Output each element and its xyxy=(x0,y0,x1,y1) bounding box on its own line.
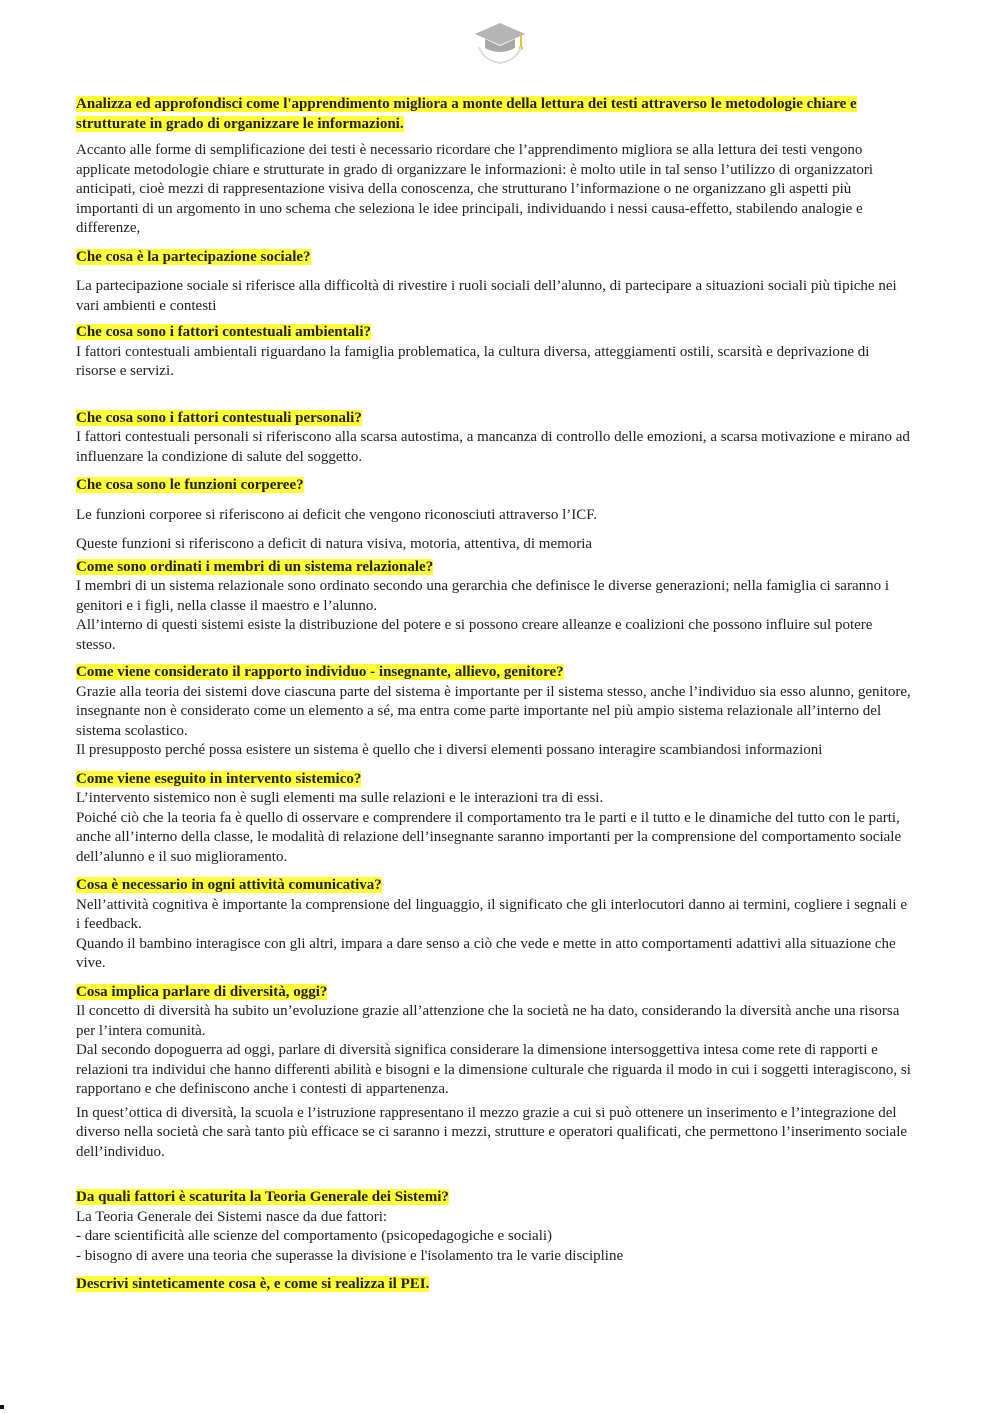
answer-paragraph: La Teoria Generale dei Sistemi nasce da due fattori: xyxy=(76,1208,388,1225)
qa-section xyxy=(76,95,912,239)
question-heading: Da quali fattori è scaturita la Teoria Generale dei Sistemi? xyxy=(76,1189,449,1205)
qa-section xyxy=(76,248,912,317)
answer-paragraph: Poiché ciò che la teoria fa è quello di osservare e comprendere il comportamento tra le parti e il tutto e le dinamiche del tutto con le parti, anche all’interno della classe, le modalità di relazione dell’insegnante saranno importanti per la comprensione del comportamento sociale dell’alunno e il suo miglioramento. xyxy=(76,809,902,865)
qa-section xyxy=(76,663,912,761)
answer-paragraph: Il presupposto perché possa esistere un sistema è quello che i diversi elementi possano interagire scambiandosi informazioni xyxy=(76,742,823,758)
answer-paragraph: I fattori contestuali ambientali riguardano la famiglia problematica, la cultura diversa, atteggiamenti ostili, scarsità e deprivazione di risorse e servizi. xyxy=(76,343,870,379)
question-heading: Come sono ordinati i membri di un sistema relazionale? xyxy=(76,558,434,575)
page-mark xyxy=(0,1405,4,1409)
list-item: - dare scientificità alle scienze del comportamento (psicopedagogiche e sociali) xyxy=(76,1228,553,1244)
answer-paragraph: Le funzioni corporee si riferiscono ai deficit che vengono riconosciuti attraverso l’ICF. xyxy=(76,506,598,523)
answer-paragraph: Nell’attività cognitiva è importante la comprensione del linguaggio, il significato che gli interlocutori danno ai termini, cogliere i segnali e i feedback. xyxy=(76,896,907,932)
question-heading: Che cosa sono i fattori contestuali personali? xyxy=(76,409,362,426)
question-heading: Che cosa sono i fattori contestuali ambientali? xyxy=(76,324,371,340)
question-heading: Descrivi sinteticamente cosa è, e come si realizza il PEI. xyxy=(76,1276,430,1292)
qa-section xyxy=(76,476,912,555)
answer-paragraph: Dal secondo dopoguerra ad oggi, parlare di diversità significa considerare la dimensione intersoggettiva intesa come rete di rapporti e relazioni tra individui che hanno differenti abilità e bisogni e la dimensione culturale che riguarda il modo in cui i soggetti interagiscono, si rapportano e che definiscono anche i contesti di appartenenza. xyxy=(76,1042,911,1097)
qa-section xyxy=(76,323,912,382)
answer-paragraph: In quest’ottica di diversità, la scuola e l’istruzione rappresentano il mezzo grazie a cui si può ottenere un inserimento e l’integrazione del diverso nella società che sarà tanto più efficace se ci saranno i mezzi, strutture e operatori qualificati, che permettono l’inserimento sociale dell’individuo. xyxy=(76,1104,908,1160)
answer-paragraph: I membri di un sistema relazionale sono ordinato secondo una gerarchia che definisce le diverse generazioni; nella famiglia ci saranno i genitori e i figli, nella classe il maestro e l’alunno. xyxy=(76,578,890,614)
answer-paragraph: La partecipazione sociale si riferisce alla difficoltà di rivestire i ruoli sociali dell’alunno, di partecipare a situazioni sociali più tipiche nei vari ambienti e contesti xyxy=(76,278,897,314)
answer-paragraph: Il concetto di diversità ha subito un’evoluzione grazie all’attenzione che la società ne ha dato, considerando la diversità anche una risorsa per l’intera comunità. xyxy=(76,1003,900,1039)
question-heading: Analizza ed approfondisci come l'apprendimento migliora a monte della lettura dei testi attraverso le metodologie chiare e strutturate in grado di organizzare le informazioni. xyxy=(76,96,857,132)
list-item: - bisogno di avere una teoria che superasse la divisione e l'isolamento tra le varie discipline xyxy=(76,1247,624,1264)
answer-paragraph: L’intervento sistemico non è sugli elementi ma sulle relazioni e le interazioni tra di essi. xyxy=(76,790,604,806)
document-body xyxy=(76,95,912,1295)
qa-section xyxy=(76,983,912,1163)
qa-section xyxy=(76,558,912,656)
answer-paragraph: Accanto alle forme di semplificazione dei testi è necessario ricordare che l’apprendimento migliora se alla lettura dei testi vengono applicate metodologie chiare e strutturate in grado di organizzare le informazioni: è molto utile in tal senso l’utilizzo di organizzatori anticipati, cioè mezzi di rappresentazione visiva della conoscenza, che strutturano l’informazione o ne organizzano gli aspetti più importanti di un argomento in uno schema che seleziona le idee principali, individuando i nessi causa-effetto, stabilendo analogie e differenze, xyxy=(76,142,874,236)
question-heading: Come viene eseguito in intervento sistemico? xyxy=(76,770,362,787)
question-heading: Cosa è necessario in ogni attività comunicativa? xyxy=(76,877,382,893)
qa-section xyxy=(76,1275,912,1295)
question-heading: Che cosa sono le funzioni corperee? xyxy=(76,477,304,493)
qa-section xyxy=(76,876,912,974)
answer-paragraph: All’interno di questi sistemi esiste la distribuzione del potere e si possono creare alleanze e coalizioni che possono influire sul potere stesso. xyxy=(76,617,873,653)
answer-paragraph: Queste funzioni si riferiscono a deficit di natura visiva, motoria, attentiva, di memoria xyxy=(76,536,593,552)
qa-section xyxy=(76,1188,912,1266)
answer-paragraph: Quando il bambino interagisce con gli altri, impara a dare senso a ciò che vede e mette in atto comportamenti adattivi alla situazione che vive. xyxy=(76,935,896,971)
question-heading: Cosa implica parlare di diversità, oggi? xyxy=(76,983,328,1000)
answer-paragraph: I fattori contestuali personali si riferiscono alla scarsa autostima, a mancanza di controllo delle emozioni, a scarsa motivazione e mirano ad influenzare la condizione di salute del soggetto. xyxy=(76,429,910,465)
question-heading: Che cosa è la partecipazione sociale? xyxy=(76,248,311,265)
qa-section xyxy=(76,770,912,868)
question-heading: Come viene considerato il rapporto individuo - insegnante, allievo, genitore? xyxy=(76,664,564,680)
graduation-cap-icon xyxy=(471,17,529,67)
answer-paragraph: Grazie alla teoria dei sistemi dove ciascuna parte del sistema è importante per il sistema stesso, anche l’individuo sia esso alunno, genitore, insegnante non è considerato come un elemento a sé, ma entra come parte importante nel più ampio sistema relazionale all’interno del sistema scolastico. xyxy=(76,683,911,739)
qa-section xyxy=(76,409,912,468)
